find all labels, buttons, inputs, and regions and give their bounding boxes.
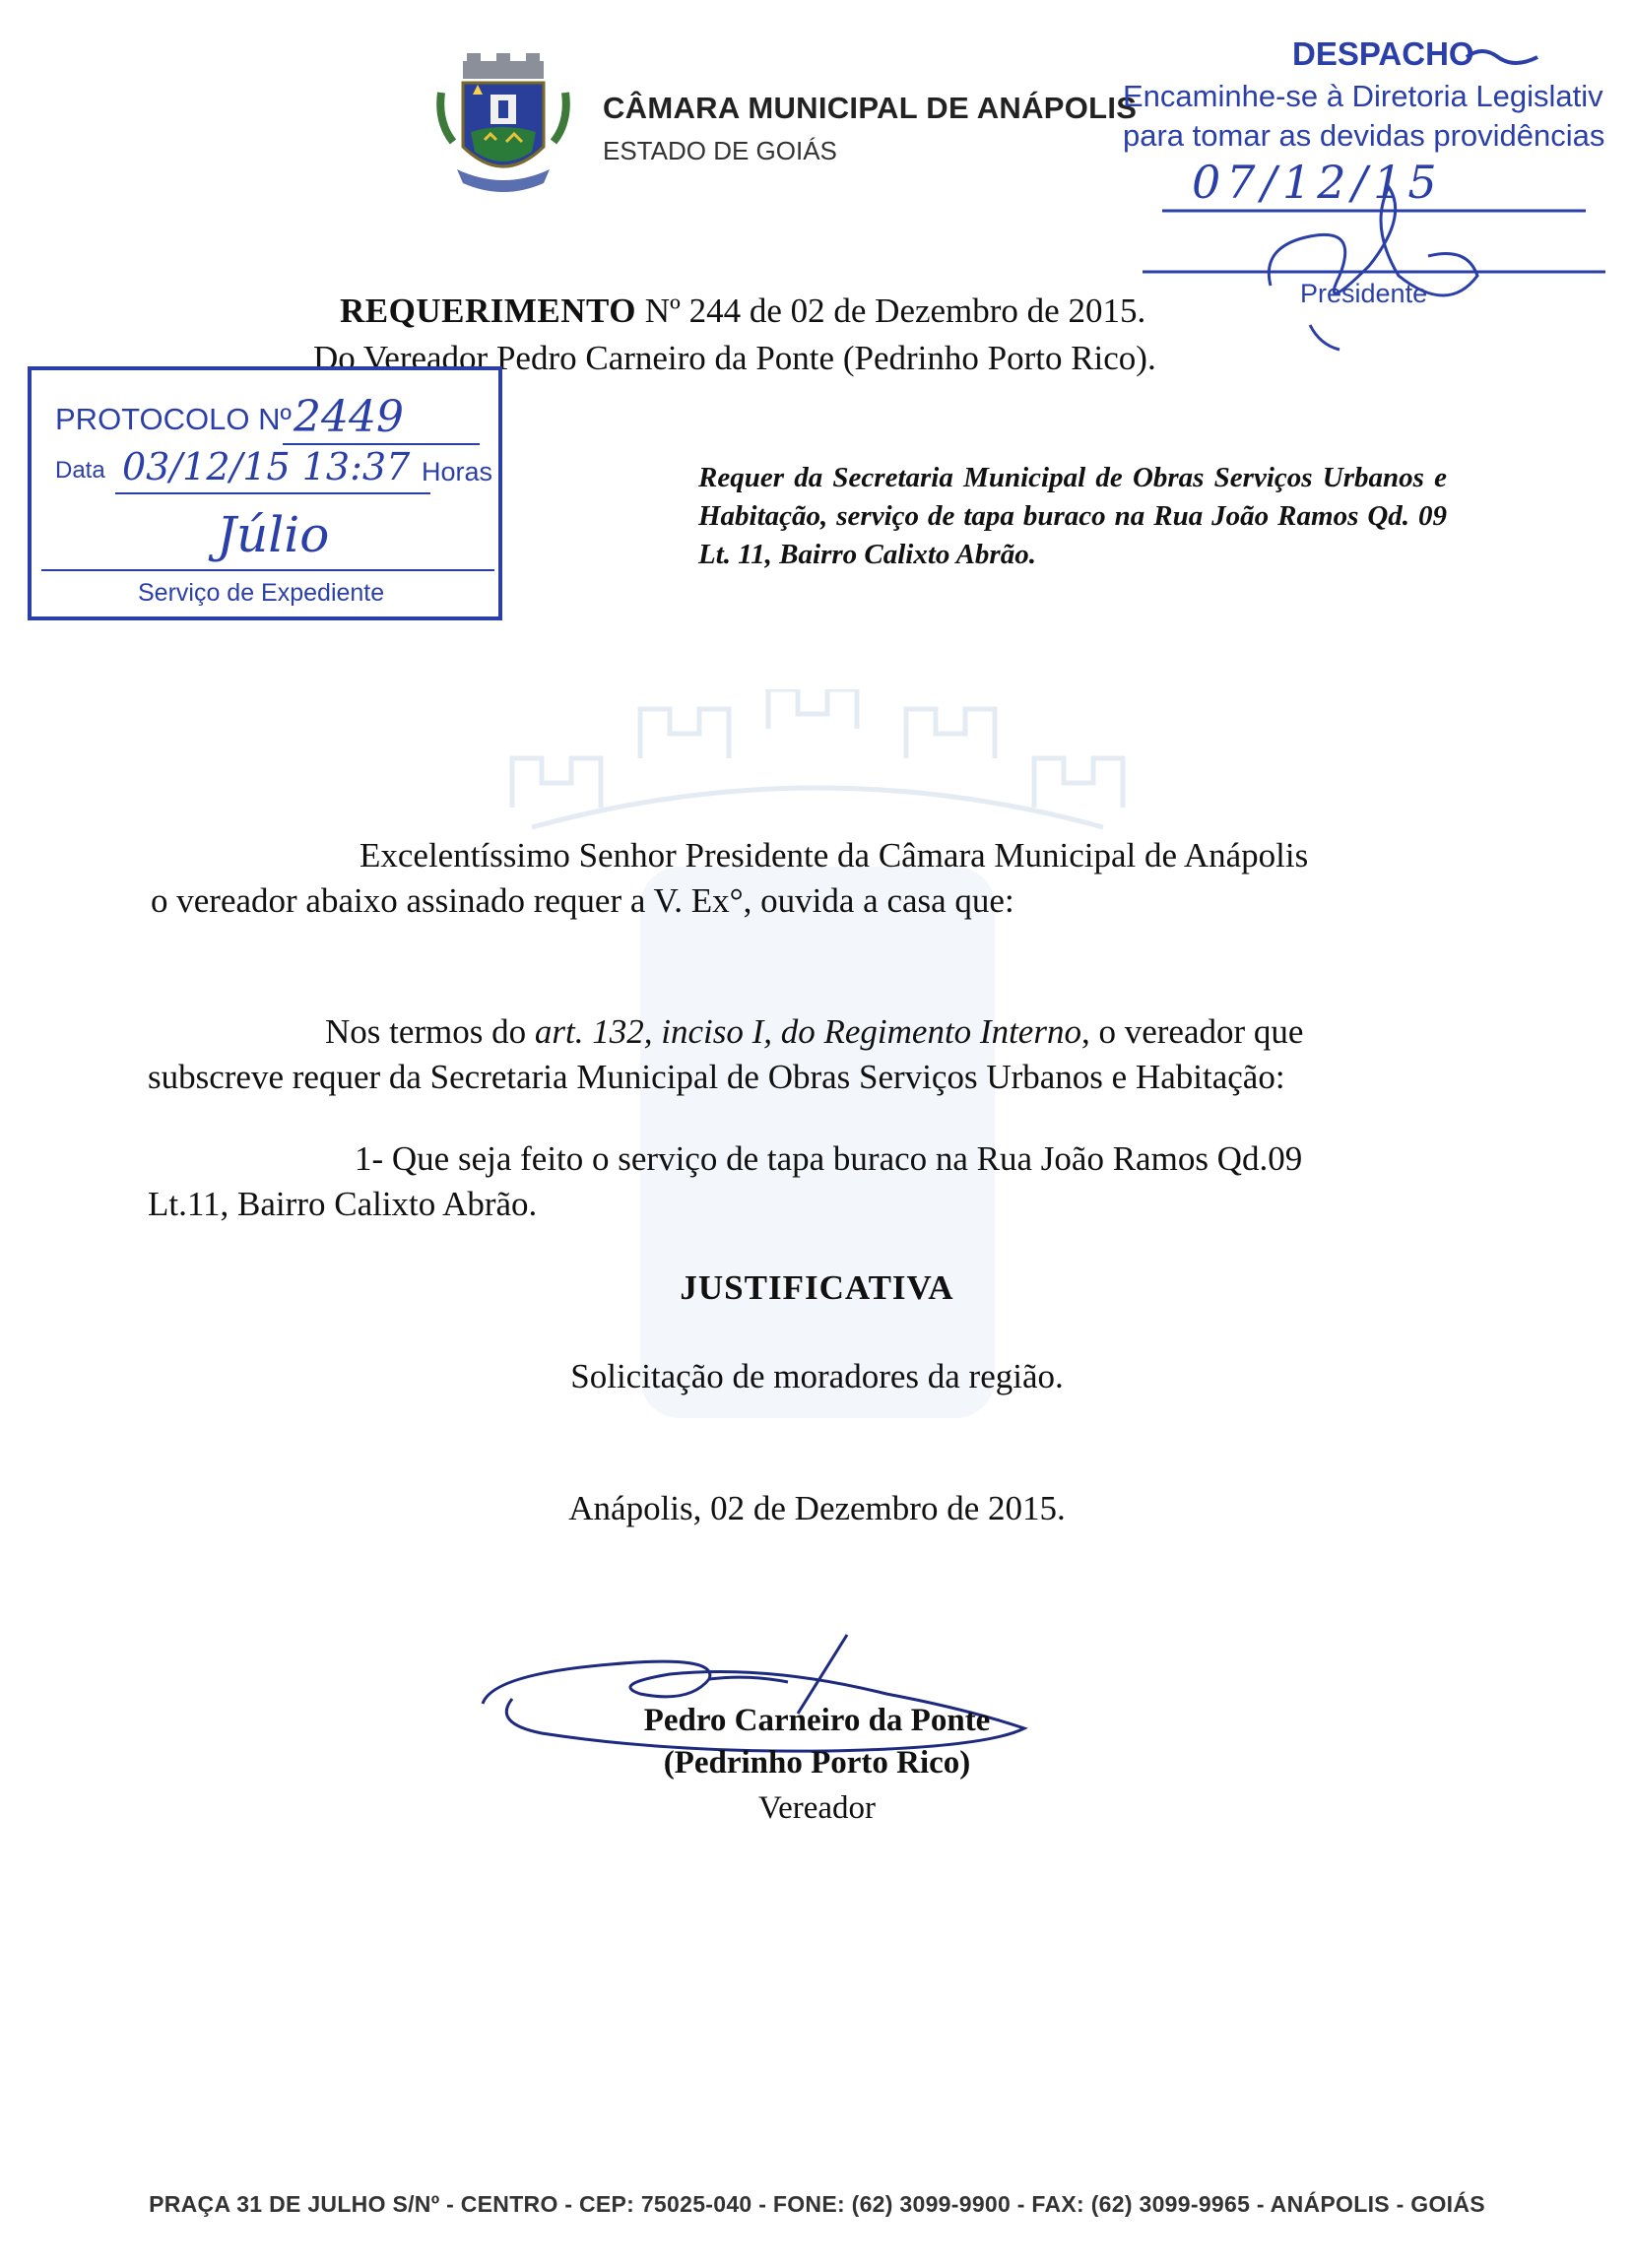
despacho-role: Presidente <box>1300 279 1428 308</box>
paragraph-1-line-1: Excelentíssimo Senhor Presidente da Câmara Municipal de Anápolis <box>359 836 1309 875</box>
protocolo-footer: Serviço de Expediente <box>138 579 385 607</box>
requerimento-title <box>340 292 1145 331</box>
despacho-date: 07/12/15 <box>1192 156 1443 209</box>
protocolo-signature: Júlio <box>217 506 330 563</box>
protocolo-data-rule <box>115 490 430 496</box>
paragraph-2-italic: art. 132, inciso I, do Regimento Interno <box>534 1012 1081 1051</box>
date-line: Anápolis, 02 de Dezembro de 2015. <box>568 1489 1066 1527</box>
despacho-flourish-icon <box>1463 43 1541 71</box>
requerimento-title-rest: Nº 244 de 02 de Dezembro de 2015. <box>635 292 1146 330</box>
protocolo-sign-rule <box>41 567 494 573</box>
requerimento-title-bold: REQUERIMENTO <box>340 292 636 330</box>
requerimento-author: Do Vereador Pedro Carneiro da Ponte (Pedrinho Porto Rico). <box>313 339 1156 377</box>
protocolo-stamp <box>28 366 502 620</box>
despacho-line2: para tomar as devidas providências <box>1123 118 1605 153</box>
protocolo-data-value: 03/12/15 13:37 <box>122 445 411 488</box>
paragraph-1-line-2: o vereador abaixo assinado requer a V. Ex°, ouvida a casa que: <box>151 881 1014 920</box>
paragraph-3-line-2: Lt.11, Bairro Calixto Abrão. <box>148 1185 538 1223</box>
protocolo-label: PROTOCOLO Nº <box>55 402 292 436</box>
header-subtitle: ESTADO DE GOIÁS <box>603 136 837 165</box>
signer-name: Pedro Carneiro da Ponte <box>643 1703 991 1738</box>
ementa: Requer da Secretaria Municipal de Obras Serviços Urbanos e Habitação, serviço de tapa buraco na Rua João Ramos Qd. 09 Lt. 11, Bairro Calixto Abrão. <box>698 462 1447 570</box>
justificativa-heading: JUSTIFICATIVA <box>680 1268 954 1307</box>
paragraph-2-post: , o vereador que <box>1080 1012 1304 1051</box>
signer-nickname: (Pedrinho Porto Rico) <box>663 1745 971 1781</box>
coat-of-arms-icon <box>433 53 573 201</box>
footer-address: PRAÇA 31 DE JULHO S/Nº - CENTRO - CEP: 75025-040 - FONE: (62) 3099-9900 - FAX: (62) 3099-9965 - ANÁPOLIS - GOIÁS <box>149 2191 1485 2217</box>
paragraph-2-line-2: subscreve requer da Secretaria Municipal de Obras Serviços Urbanos e Habitação: <box>148 1058 1285 1096</box>
signer-role: Vereador <box>757 1790 877 1826</box>
protocolo-data-label: Data <box>55 457 105 484</box>
paragraph-2-pre: Nos termos do <box>325 1012 535 1051</box>
paragraph-2-line-1 <box>325 1009 1303 1054</box>
presidente-signature-icon <box>1251 167 1487 355</box>
despacho-rule-2 <box>1143 268 1605 276</box>
paragraph-3-line-1: 1- Que seja feito o serviço de tapa buraco na Rua João Ramos Qd.09 <box>355 1139 1303 1178</box>
protocolo-horas-label: Horas <box>422 457 493 486</box>
vereador-signature-icon <box>473 1625 1044 1763</box>
despacho-line1: Encaminhe-se à Diretoria Legislativ <box>1123 79 1603 113</box>
justificativa-text: Solicitação de moradores da região. <box>570 1357 1064 1395</box>
header-title: CÂMARA MUNICIPAL DE ANÁPOLIS <box>603 91 1138 125</box>
despacho-label: DESPACHO <box>1292 35 1474 72</box>
protocolo-number: 2449 <box>294 392 404 442</box>
